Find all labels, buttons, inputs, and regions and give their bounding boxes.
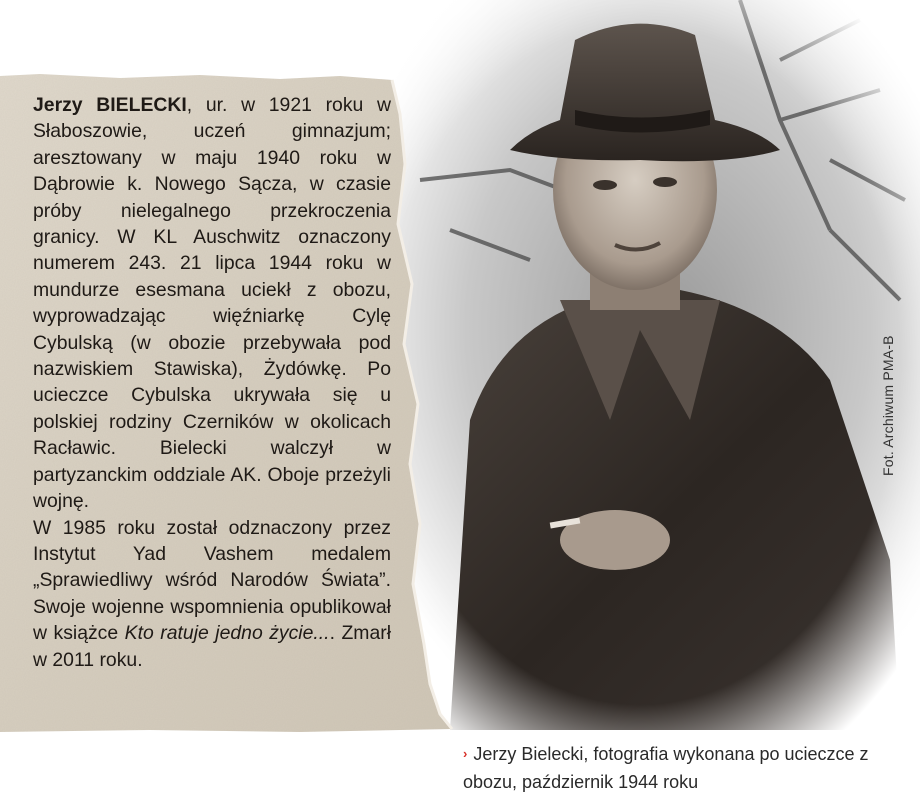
caption-marker-icon: › — [463, 746, 468, 761]
person-name: Jerzy BIELECKI — [33, 94, 187, 116]
photo-credit: Fot. Archiwum PMA-B — [880, 335, 896, 476]
book-title: Kto ratuje jedno życie... — [124, 622, 330, 645]
photo-caption — [463, 741, 883, 795]
bio-paragraph-2 — [33, 515, 391, 673]
bio-text-2: W 1985 roku został odznaczony przez Instytut Yad Vashem medalem „Sprawiedliwy wśród Narodów Świata”. Swoje wojenne wspomnienia opublikował w książce — [33, 516, 391, 645]
biography-text — [33, 92, 391, 673]
bio-text-1: , ur. w 1921 roku w Słaboszowie, uczeń gimnazjum; aresztowany w maju 1940 roku w Dąbrowie k. Nowego Sącza, w czasie próby nielegalnego przekroczenia granicy. W KL Auschwitz oznaczony numerem 243. 21 lipca 1944 roku w mundurze esesmana uciekł z obozu, wyprowadzając więźniarkę Cylę Cybulską (w obozie przebywała pod nazwiskiem Stawiska), Żydówkę. Po ucieczce Cybulska ukrywała się u polskiej rodziny Czerników w okolicach Racławic. Bielecki walczył w partyzanckim oddziale AK. Oboje przeżyli wojnę. — [33, 94, 391, 513]
caption-text: Jerzy Bielecki, fotografia wykonana po ucieczce z obozu, październik 1944 roku — [463, 744, 869, 792]
bio-text-3: . Zmarł w 2011 roku. — [33, 622, 392, 671]
bio-paragraph-1 — [33, 92, 391, 515]
